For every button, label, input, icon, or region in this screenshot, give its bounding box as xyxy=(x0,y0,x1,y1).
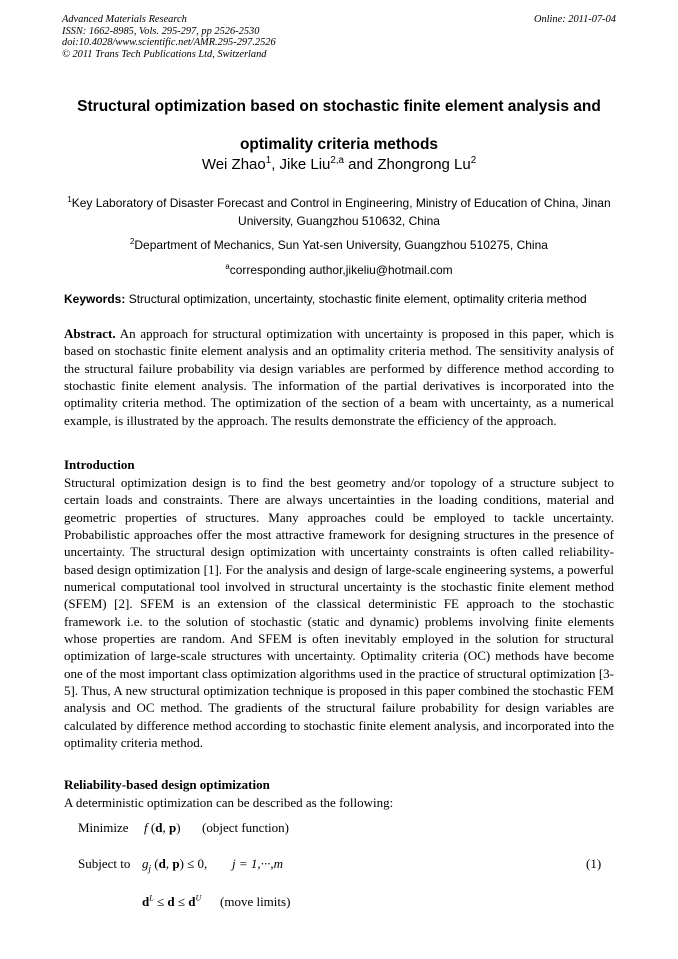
journal-name: Advanced Materials Research xyxy=(62,14,187,25)
abstract-text: An approach for structural optimization with uncertainty is proposed in this paper, which is based on stochastic finite element analysis and an optimality criteria method. The sensitivity analysis of the structural failure probability via design variables are performed by difference method according to stochastic finite element analysis. The information of the partial derivatives is incorporated into the optimality criteria method. The optimization of the section of a beam with uncertainty, as a numerical example, is illustrated by the approach. The results demonstrate the efficiency of the approach. xyxy=(64,326,614,428)
equation-objective-note: (object function) xyxy=(202,820,289,835)
equation-number: (1) xyxy=(586,856,602,871)
author-name: Wei Zhao xyxy=(201,156,266,173)
abstract xyxy=(64,325,614,429)
journal-header xyxy=(62,14,616,60)
keywords-text: Structural optimization, uncertainty, stochastic finite element, optimality criteria method xyxy=(128,292,587,306)
online-date: Online: 2011-07-04 xyxy=(533,14,616,25)
rbdo-intro: A deterministic optimization can be described as the following: xyxy=(64,795,394,810)
email-text: corresponding author,jikeliu@hotmail.com xyxy=(229,263,453,277)
author-affiliation-mark: 2 xyxy=(470,155,477,166)
author-list: Wei Zhao$^1$, Jike Liu$^{2,a}$ and Zhongrong Lu$^2$ xyxy=(201,155,477,173)
equation-bounds: $d^L \le d \le d^U$ xyxy=(142,893,202,909)
equation-objective: f (d, p) xyxy=(144,820,181,835)
affiliation-mark: 1 xyxy=(67,195,72,204)
equation-move-note: (move limits) xyxy=(220,894,291,909)
affiliation-2 xyxy=(56,236,622,254)
doi-line: doi:10.4028/www.scientific.net/AMR.295-297.2526 xyxy=(62,37,276,49)
affiliation-text: Department of Mechanics, Sun Yat-sen University, Guangzhou 510275, China xyxy=(134,238,548,252)
author-affiliation-mark: 2,a xyxy=(330,155,344,166)
equation-minimize-label: Minimize xyxy=(78,820,129,835)
author-name: Zhongrong Lu xyxy=(377,156,471,173)
equation-constraint: $g_j$ (d, p) ≤ 0, xyxy=(142,856,208,874)
affiliation-text: Key Laboratory of Disaster Forecast and Control in Engineering, Ministry of Education of China, Jinan University, Guangzhou 510632, China xyxy=(71,196,611,228)
corresponding-email xyxy=(56,261,622,279)
section-heading-introduction: Introduction xyxy=(64,457,135,472)
equation-constraint-range: j = 1,···,m xyxy=(232,856,284,871)
equation-subject-label: Subject to xyxy=(78,856,131,871)
author-affiliation-mark: 1 xyxy=(265,155,272,166)
author-name: Jike Liu xyxy=(279,156,331,173)
issn-line: ISSN: 1662-8985, Vols. 295-297, pp 2526-2530 xyxy=(62,25,260,37)
copyright-line: © 2011 Trans Tech Publications Ltd, Switzerland xyxy=(62,48,267,60)
author-separator: and xyxy=(343,156,378,173)
email-mark: a xyxy=(225,262,230,271)
keywords xyxy=(64,292,614,306)
keywords-label: Keywords: xyxy=(64,292,126,306)
affiliation-1 xyxy=(56,194,622,230)
section-heading-rbdo: Reliability-based design optimization xyxy=(64,777,270,792)
abstract-label: Abstract. xyxy=(64,326,116,341)
affiliation-mark: 2 xyxy=(130,237,135,246)
paper-title: Structural optimization based on stochastic finite element analysis and optimality criteria methods xyxy=(77,98,601,153)
introduction-paragraph: Structural optimization design is to find the best geometry and/or topology of a structure subject to certain loads and constraints. There are always uncertainties in the loading conditions, material and geometric properties of structures. Many approaches could be employed to tackle uncertainty. Probabilistic approaches offer the most attractive framework for designing structures in the presence of uncertainty. The structural design optimization with uncertainty constraints is often called reliability-based design optimization [1]. For the analysis and design of large-scale engineering systems, a powerful numerical computational tool involved in structural uncertainty is the stochastic finite element method (SFEM) [2]. SFEM is an extension of the classical deterministic FE approach to the stochastic framework i.e. to the solution of stochastic (static and dynamic) problems involving finite elements whose properties are random. And SFEM is often inevitably employed in the solution for structural optimization of large-scale structures with uncertainty. Optimality criteria (OC) methods have become one of the most important class optimization algorithms used in the practice of structural optimization [3-5]. Thus, A new structural optimization technique is proposed in this paper combined the stochastic FEM analysis and OC method. The gradients of the structural failure probability for design variables are calculated by difference method according to stochastic finite element analysis, and incorporated into the optimality criteria method. xyxy=(64,475,614,751)
